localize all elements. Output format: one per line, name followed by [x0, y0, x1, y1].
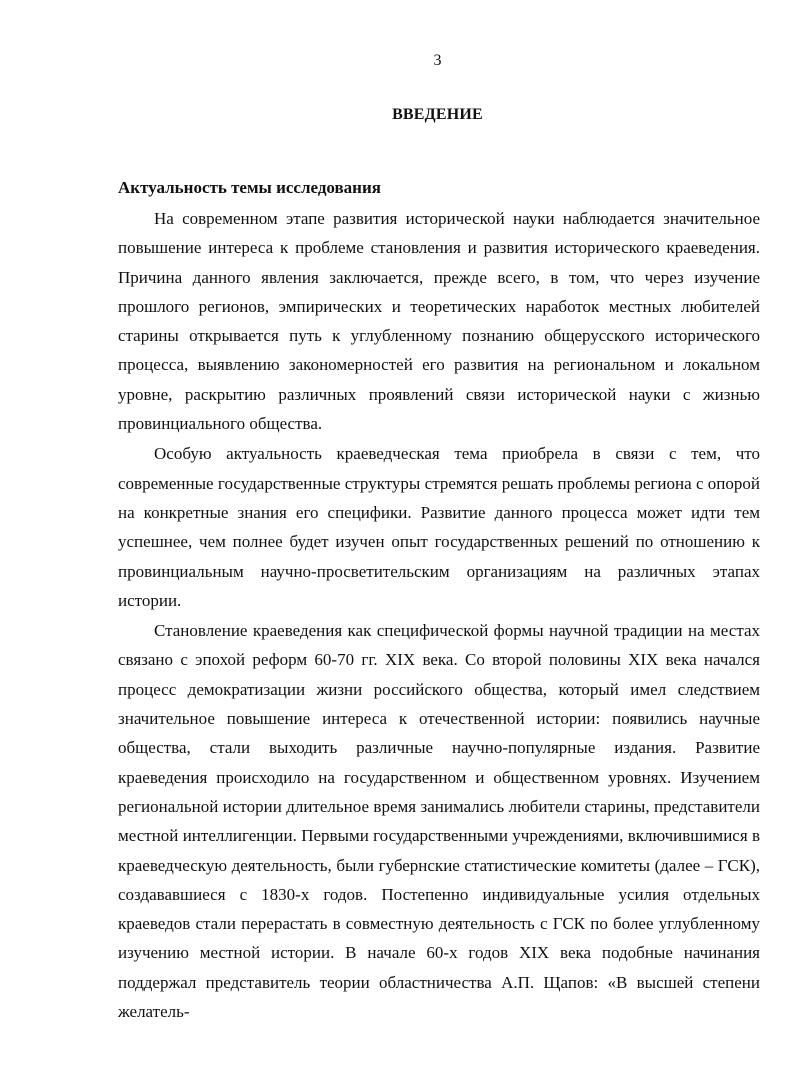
- section-heading: Актуальность темы исследования: [118, 178, 381, 197]
- page-title: ВВЕДЕНИЕ: [392, 106, 483, 123]
- page-number: 3: [433, 52, 442, 69]
- paragraph-1: На современном этапе развития исторической науки наблюдается значительное повышение интереса к проблеме становления и развития исторического краеведения. Причина данного явления заключается, прежде всего, в том, что через изучение прошлого регионов, эмпирических и теоретических наработок местных любителей старины открывается путь к углубленному познанию общерусского исторического процесса, выявлению закономерностей его развития на региональном и локальном уровне, раскрытию различных проявлений связи исторической науки с жизнью провинциального общества.: [118, 209, 760, 434]
- paragraph-3: Становление краеведения как специфической формы научной традиции на местах связано с эпохой реформ 60-70 гг. XIX века. Со второй половины XIX века начался процесс демократизации жизни российского общества, который имел следствием значительное повышение интереса к отечественной истории: появились научные общества, стали выходить различные научно-популярные издания. Развитие краеведения происходило на государственном и общественном уровнях. Изучением региональной истории длительное время занимались любители старины, представители местной интеллигенции. Первыми государственными учреждениями, включившимися в краеведческую деятельность, были губернские статистические комитеты (далее – ГСК), создававшиеся с 1830-х годов. Постепенно индивидуальные усилия отдельных краеведов стали перерастать в совместную деятельность с ГСК по более углубленному изучению местной истории. В начале 60-х годов XIX века подобные начинания поддержал представитель теории областничества А.П. Щапов: «В высшей степени желатель-: [118, 621, 760, 1022]
- paragraph-2: Особую актуальность краеведческая тема приобрела в связи с тем, что современные государственные структуры стремятся решать проблемы региона с опорой на конкретные знания его специфики. Развитие данного процесса может идти тем успешнее, чем полнее будет изучен опыт государственных решений по отношению к провинциальным научно-просветительским организациям на различных этапах истории.: [118, 444, 760, 610]
- document-body: [118, 176, 760, 1027]
